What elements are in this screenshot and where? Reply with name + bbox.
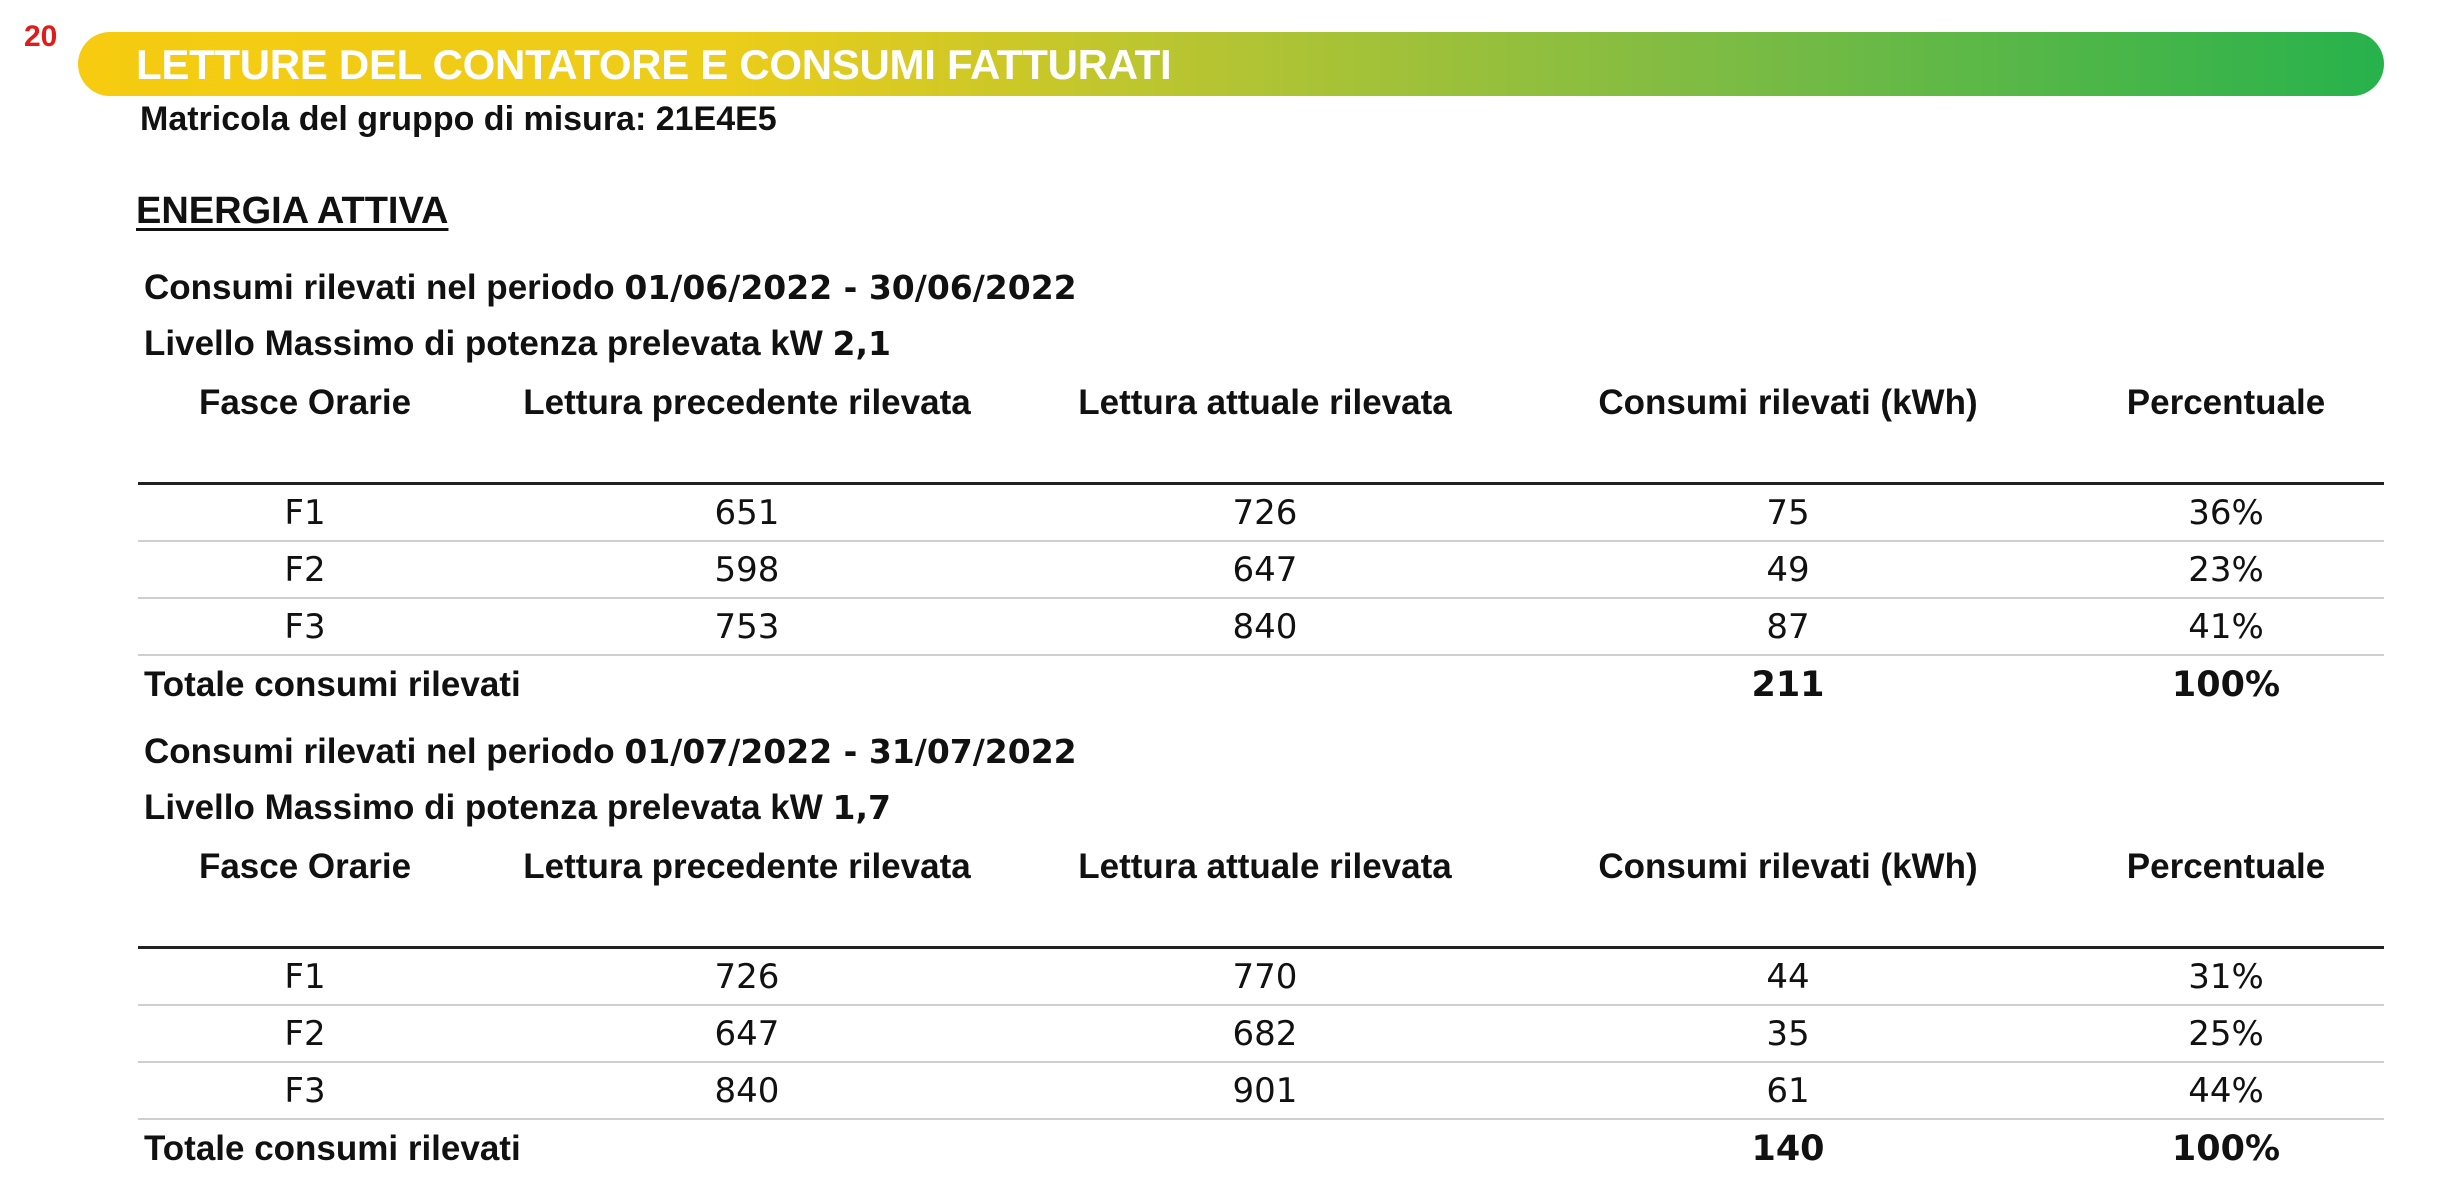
period-label: Consumi rilevati nel periodo — [144, 268, 615, 307]
cell-consumi: 44 — [1508, 948, 2068, 1006]
period-2-line — [144, 732, 1077, 772]
cell-lettura-precedente: 651 — [472, 484, 1022, 542]
header-lettura-precedente: Lettura precedente rilevata — [472, 378, 1022, 484]
consumption-table-1 — [138, 378, 2384, 714]
cell-consumi: 49 — [1508, 541, 2068, 598]
power-label: Livello Massimo di potenza prelevata kW — [144, 788, 823, 827]
table-row — [138, 484, 2384, 542]
cell-lettura-attuale: 682 — [1022, 1005, 1508, 1062]
cell-fascia: F2 — [138, 541, 472, 598]
cell-fascia: F2 — [138, 1005, 472, 1062]
cell-lettura-precedente: 647 — [472, 1005, 1022, 1062]
cell-lettura-attuale: 726 — [1022, 484, 1508, 542]
period-label: Consumi rilevati nel periodo — [144, 732, 615, 771]
table-row — [138, 598, 2384, 655]
cell-lettura-attuale: 770 — [1022, 948, 1508, 1006]
table-row — [138, 1005, 2384, 1062]
header-percentuale: Percentuale — [2068, 378, 2384, 484]
meter-serial-number: Matricola del gruppo di misura: 21E4E5 — [140, 100, 777, 138]
cell-lettura-precedente: 598 — [472, 541, 1022, 598]
cell-lettura-precedente: 840 — [472, 1062, 1022, 1119]
section-title: ENERGIA ATTIVA — [136, 190, 449, 232]
consumption-table-2 — [138, 842, 2384, 1178]
cell-fascia: F3 — [138, 598, 472, 655]
header-fasce-orarie: Fasce Orarie — [138, 842, 472, 948]
cell-percentuale: 36% — [2068, 484, 2384, 542]
header-fasce-orarie: Fasce Orarie — [138, 378, 472, 484]
power-label: Livello Massimo di potenza prelevata kW — [144, 324, 823, 363]
total-label: Totale consumi rilevati — [144, 665, 521, 704]
power-value: 2,1 — [832, 324, 891, 363]
header-consumi: Consumi rilevati (kWh) — [1508, 378, 2068, 484]
cell-fascia: F1 — [138, 948, 472, 1006]
header-lettura-precedente: Lettura precedente rilevata — [472, 842, 1022, 948]
power-value: 1,7 — [832, 788, 891, 827]
cell-lettura-precedente: 726 — [472, 948, 1022, 1006]
cell-lettura-attuale: 647 — [1022, 541, 1508, 598]
header-percentuale: Percentuale — [2068, 842, 2384, 948]
table-total-row — [138, 655, 2384, 714]
table-row — [138, 1062, 2384, 1119]
total-consumi: 140 — [1751, 1129, 1825, 1169]
cell-percentuale: 23% — [2068, 541, 2384, 598]
cell-percentuale: 41% — [2068, 598, 2384, 655]
banner-title: LETTURE DEL CONTATORE E CONSUMI FATTURATI — [136, 41, 1172, 88]
header-lettura-attuale: Lettura attuale rilevata — [1022, 842, 1508, 948]
total-percentuale: 100% — [2171, 665, 2281, 705]
cell-percentuale: 44% — [2068, 1062, 2384, 1119]
cell-consumi: 61 — [1508, 1062, 2068, 1119]
period-2-power-line — [144, 788, 891, 828]
cell-lettura-attuale: 901 — [1022, 1062, 1508, 1119]
cell-consumi: 35 — [1508, 1005, 2068, 1062]
header-consumi: Consumi rilevati (kWh) — [1508, 842, 2068, 948]
cell-fascia: F1 — [138, 484, 472, 542]
cell-lettura-attuale: 840 — [1022, 598, 1508, 655]
period-1-line — [144, 268, 1077, 308]
total-consumi: 211 — [1751, 665, 1825, 705]
table-header-row — [138, 378, 2384, 484]
page-number: 20 — [24, 20, 58, 53]
section-banner — [78, 32, 2384, 96]
table-header-row — [138, 842, 2384, 948]
cell-consumi: 87 — [1508, 598, 2068, 655]
cell-consumi: 75 — [1508, 484, 2068, 542]
table-row — [138, 948, 2384, 1006]
cell-percentuale: 31% — [2068, 948, 2384, 1006]
table-total-row — [138, 1119, 2384, 1178]
header-lettura-attuale: Lettura attuale rilevata — [1022, 378, 1508, 484]
cell-lettura-precedente: 753 — [472, 598, 1022, 655]
period-1-power-line — [144, 324, 891, 364]
total-label: Totale consumi rilevati — [144, 1129, 521, 1168]
table-row — [138, 541, 2384, 598]
cell-fascia: F3 — [138, 1062, 472, 1119]
period-dates: 01/06/2022 - 30/06/2022 — [624, 268, 1077, 307]
cell-percentuale: 25% — [2068, 1005, 2384, 1062]
period-dates: 01/07/2022 - 31/07/2022 — [624, 732, 1077, 771]
total-percentuale: 100% — [2171, 1129, 2281, 1169]
